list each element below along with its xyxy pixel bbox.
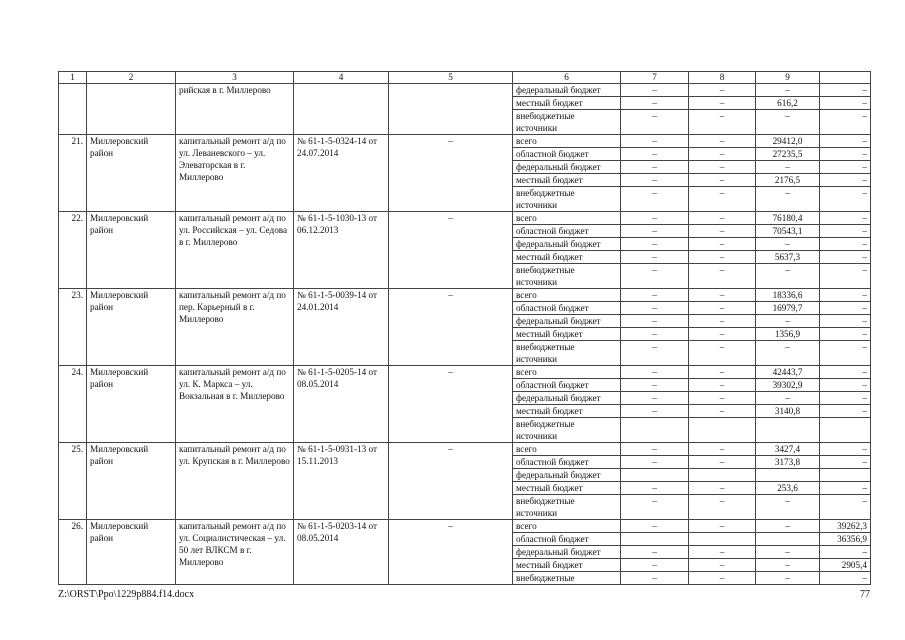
col9-cell: –: [756, 341, 820, 366]
header-cell: 2: [87, 72, 176, 84]
row-number: 24.: [59, 366, 87, 443]
col10-cell: [820, 418, 871, 443]
source-cell: местный бюджет: [513, 482, 621, 495]
col7-cell: –: [621, 520, 689, 533]
col7-cell: –: [621, 251, 689, 264]
header-cell: [820, 72, 871, 84]
col10-cell: –: [820, 495, 871, 520]
col9-cell: 16979,7: [756, 302, 820, 315]
col8-cell: –: [689, 161, 756, 174]
col7-cell: –: [621, 97, 689, 110]
col8-cell: –: [689, 546, 756, 559]
source-cell: всего: [513, 135, 621, 148]
col10-cell: –: [820, 572, 871, 585]
col7-cell: –: [621, 405, 689, 418]
col9-cell: –: [756, 187, 820, 212]
col10-cell: –: [820, 366, 871, 379]
header-cell: 8: [689, 72, 756, 84]
col7-cell: –: [621, 559, 689, 572]
col10-cell: –: [820, 341, 871, 366]
source-cell: местный бюджет: [513, 559, 621, 572]
col10-cell: –: [820, 187, 871, 212]
source-cell: внебюджетные: [513, 572, 621, 585]
col9-cell: –: [756, 264, 820, 289]
col10-cell: –: [820, 225, 871, 238]
source-cell: областной бюджет: [513, 456, 621, 469]
col9-cell: 18336,6: [756, 289, 820, 302]
col7-cell: –: [621, 572, 689, 585]
row-number: 21.: [59, 135, 87, 212]
col8-cell: –: [689, 225, 756, 238]
col7-cell: –: [621, 315, 689, 328]
col9-cell: –: [756, 238, 820, 251]
col8-cell: [689, 533, 756, 546]
col10-cell: –: [820, 405, 871, 418]
doc-cell: № 61-1-5-0205-14 от 08.05.2014: [294, 366, 389, 443]
district-cell: Миллеровский район: [87, 366, 176, 443]
source-cell: федеральный бюджет: [513, 546, 621, 559]
col8-cell: –: [689, 328, 756, 341]
source-cell: местный бюджет: [513, 405, 621, 418]
col8-cell: –: [689, 212, 756, 225]
table-body: [59, 84, 871, 585]
source-cell: всего: [513, 212, 621, 225]
col10-cell: –: [820, 392, 871, 405]
source-cell: федеральный бюджет: [513, 238, 621, 251]
col7-cell: –: [621, 482, 689, 495]
row-number: 23.: [59, 289, 87, 366]
col7-cell: –: [621, 289, 689, 302]
col5-cell: –: [389, 443, 513, 520]
doc-cell: № 61-1-5-0931-13 от 15.11.2013: [294, 443, 389, 520]
row-number: 22.: [59, 212, 87, 289]
col7-cell: –: [621, 341, 689, 366]
col10-cell: –: [820, 251, 871, 264]
table-row: [59, 84, 871, 97]
district-cell: Миллеровский район: [87, 443, 176, 520]
col8-cell: –: [689, 302, 756, 315]
col9-cell: 253,6: [756, 482, 820, 495]
source-cell: областной бюджет: [513, 148, 621, 161]
col9-cell: 29412,0: [756, 135, 820, 148]
col8-cell: –: [689, 405, 756, 418]
table-row: [59, 520, 871, 533]
object-cell: капитальный ремонт а/д по ул. Леваневского – ул. Элеваторская в г. Миллерово: [176, 135, 294, 212]
col10-cell: –: [820, 456, 871, 469]
col10-cell: –: [820, 148, 871, 161]
header-cell: 5: [389, 72, 513, 84]
col8-cell: –: [689, 315, 756, 328]
col9-cell: –: [756, 520, 820, 533]
col7-cell: –: [621, 392, 689, 405]
col5-cell: –: [389, 520, 513, 585]
file-path: Z:\ORST\Ppo\1229p884.f14.docx: [58, 589, 195, 600]
col9-cell: 70543,1: [756, 225, 820, 238]
col10-cell: –: [820, 379, 871, 392]
source-cell: местный бюджет: [513, 174, 621, 187]
budget-table: [58, 71, 871, 585]
col7-cell: [621, 418, 689, 443]
col8-cell: –: [689, 520, 756, 533]
col10-cell: 2905,4: [820, 559, 871, 572]
col7-cell: –: [621, 379, 689, 392]
object-cell: капитальный ремонт а/д по ул. Крупская в г. Миллерово: [176, 443, 294, 520]
col10-cell: –: [820, 212, 871, 225]
col5-cell: –: [389, 289, 513, 366]
header-cell: 6: [513, 72, 621, 84]
source-cell: федеральный бюджет: [513, 84, 621, 97]
source-cell: внебюджетные источники: [513, 110, 621, 135]
col10-cell: –: [820, 328, 871, 341]
col10-cell: –: [820, 289, 871, 302]
col9-cell: –: [756, 546, 820, 559]
col10-cell: –: [820, 315, 871, 328]
col9-cell: –: [756, 392, 820, 405]
col7-cell: –: [621, 456, 689, 469]
header-row: [59, 72, 871, 84]
district-cell: Миллеровский район: [87, 212, 176, 289]
source-cell: федеральный бюджет: [513, 392, 621, 405]
col7-cell: –: [621, 225, 689, 238]
col9-cell: 39302,9: [756, 379, 820, 392]
col7-cell: –: [621, 110, 689, 135]
col9-cell: 76180,4: [756, 212, 820, 225]
source-cell: местный бюджет: [513, 97, 621, 110]
col8-cell: –: [689, 110, 756, 135]
col7-cell: –: [621, 148, 689, 161]
col9-cell: –: [756, 315, 820, 328]
col7-cell: –: [621, 84, 689, 97]
col9-cell: 1356,9: [756, 328, 820, 341]
col7-cell: –: [621, 546, 689, 559]
col7-cell: –: [621, 328, 689, 341]
col8-cell: –: [689, 495, 756, 520]
col10-cell: –: [820, 302, 871, 315]
col10-cell: –: [820, 135, 871, 148]
district-cell: [87, 84, 176, 135]
col8-cell: –: [689, 251, 756, 264]
header-cell: 1: [59, 72, 87, 84]
table-row: [59, 289, 871, 302]
header-cell: 9: [756, 72, 820, 84]
col7-cell: –: [621, 264, 689, 289]
col7-cell: –: [621, 212, 689, 225]
object-cell: капитальный ремонт а/д по ул. Российская – ул. Седова в г. Миллерово: [176, 212, 294, 289]
col9-cell: 3140,8: [756, 405, 820, 418]
col7-cell: –: [621, 443, 689, 456]
col7-cell: [621, 469, 689, 482]
col9-cell: –: [756, 161, 820, 174]
doc-cell: [294, 84, 389, 135]
object-cell: рийская в г. Миллерово: [176, 84, 294, 135]
col8-cell: –: [689, 264, 756, 289]
col5-cell: –: [389, 135, 513, 212]
district-cell: Миллеровский район: [87, 520, 176, 585]
col9-cell: 3173,8: [756, 456, 820, 469]
object-cell: капитальный ремонт а/д по пер. Карьерный в г. Миллерово: [176, 289, 294, 366]
col10-cell: –: [820, 443, 871, 456]
col8-cell: –: [689, 148, 756, 161]
col8-cell: –: [689, 84, 756, 97]
col8-cell: –: [689, 559, 756, 572]
col9-cell: –: [756, 110, 820, 135]
source-cell: внебюджетные источники: [513, 495, 621, 520]
col8-cell: –: [689, 341, 756, 366]
source-cell: местный бюджет: [513, 328, 621, 341]
col8-cell: –: [689, 443, 756, 456]
source-cell: федеральный бюджет: [513, 161, 621, 174]
object-cell: капитальный ремонт а/д по ул. К. Маркса – ул. Вокзальная в г. Миллерово: [176, 366, 294, 443]
doc-cell: № 61-1-5-1030-13 от 06.12.2013: [294, 212, 389, 289]
table-row: [59, 366, 871, 379]
table-row: [59, 443, 871, 456]
col10-cell: –: [820, 238, 871, 251]
col7-cell: [621, 533, 689, 546]
source-cell: всего: [513, 289, 621, 302]
col9-cell: –: [756, 572, 820, 585]
col9-cell: 27235,5: [756, 148, 820, 161]
col9-cell: [756, 418, 820, 443]
source-cell: внебюджетные источники: [513, 341, 621, 366]
col9-cell: 42443,7: [756, 366, 820, 379]
source-cell: всего: [513, 366, 621, 379]
header-cell: 4: [294, 72, 389, 84]
source-cell: внебюджетные источники: [513, 418, 621, 443]
col8-cell: –: [689, 174, 756, 187]
doc-cell: № 61-1-5-0203-14 от 08.05.2014: [294, 520, 389, 585]
col10-cell: –: [820, 264, 871, 289]
col7-cell: –: [621, 495, 689, 520]
doc-cell: № 61-1-5-0039-14 от 24.01.2014: [294, 289, 389, 366]
col9-cell: –: [756, 559, 820, 572]
col10-cell: –: [820, 482, 871, 495]
col5-cell: –: [389, 212, 513, 289]
source-cell: внебюджетные источники: [513, 264, 621, 289]
col9-cell: 2176,5: [756, 174, 820, 187]
col8-cell: –: [689, 392, 756, 405]
col8-cell: –: [689, 135, 756, 148]
col10-cell: –: [820, 110, 871, 135]
source-cell: областной бюджет: [513, 225, 621, 238]
col8-cell: –: [689, 187, 756, 212]
source-cell: федеральный бюджет: [513, 469, 621, 482]
col10-cell: –: [820, 161, 871, 174]
col8-cell: –: [689, 482, 756, 495]
col10-cell: –: [820, 97, 871, 110]
col9-cell: 616,2: [756, 97, 820, 110]
col8-cell: –: [689, 289, 756, 302]
page-number: 77: [860, 589, 870, 600]
col5-cell: [389, 84, 513, 135]
col8-cell: –: [689, 456, 756, 469]
col9-cell: 5637,3: [756, 251, 820, 264]
col10-cell: –: [820, 546, 871, 559]
source-cell: внебюджетные источники: [513, 187, 621, 212]
col8-cell: –: [689, 379, 756, 392]
col7-cell: –: [621, 238, 689, 251]
col9-cell: –: [756, 84, 820, 97]
col5-cell: –: [389, 366, 513, 443]
col9-cell: 3427,4: [756, 443, 820, 456]
source-cell: федеральный бюджет: [513, 315, 621, 328]
source-cell: областной бюджет: [513, 302, 621, 315]
table-row: [59, 212, 871, 225]
source-cell: областной бюджет: [513, 379, 621, 392]
col7-cell: –: [621, 187, 689, 212]
district-cell: Миллеровский район: [87, 289, 176, 366]
col8-cell: [689, 469, 756, 482]
col7-cell: –: [621, 174, 689, 187]
col7-cell: –: [621, 302, 689, 315]
col7-cell: –: [621, 161, 689, 174]
col8-cell: –: [689, 572, 756, 585]
row-number: 25.: [59, 443, 87, 520]
col9-cell: [756, 533, 820, 546]
col10-cell: 39262,3: [820, 520, 871, 533]
col10-cell: –: [820, 174, 871, 187]
row-number: 26.: [59, 520, 87, 585]
header-cell: 3: [176, 72, 294, 84]
col9-cell: [756, 469, 820, 482]
doc-cell: № 61-1-5-0324-14 от 24.07.2014: [294, 135, 389, 212]
row-number: [59, 84, 87, 135]
district-cell: Миллеровский район: [87, 135, 176, 212]
col9-cell: –: [756, 495, 820, 520]
col8-cell: –: [689, 366, 756, 379]
object-cell: капитальный ремонт а/д по ул. Социалистическая – ул. 50 лет ВЛКСМ в г. Миллерово: [176, 520, 294, 585]
source-cell: всего: [513, 520, 621, 533]
col8-cell: [689, 418, 756, 443]
col8-cell: –: [689, 97, 756, 110]
col7-cell: –: [621, 366, 689, 379]
col10-cell: 36356,9: [820, 533, 871, 546]
col10-cell: –: [820, 84, 871, 97]
header-cell: 7: [621, 72, 689, 84]
table-row: [59, 135, 871, 148]
source-cell: местный бюджет: [513, 251, 621, 264]
col7-cell: –: [621, 135, 689, 148]
col10-cell: [820, 469, 871, 482]
source-cell: всего: [513, 443, 621, 456]
col8-cell: –: [689, 238, 756, 251]
source-cell: областной бюджет: [513, 533, 621, 546]
